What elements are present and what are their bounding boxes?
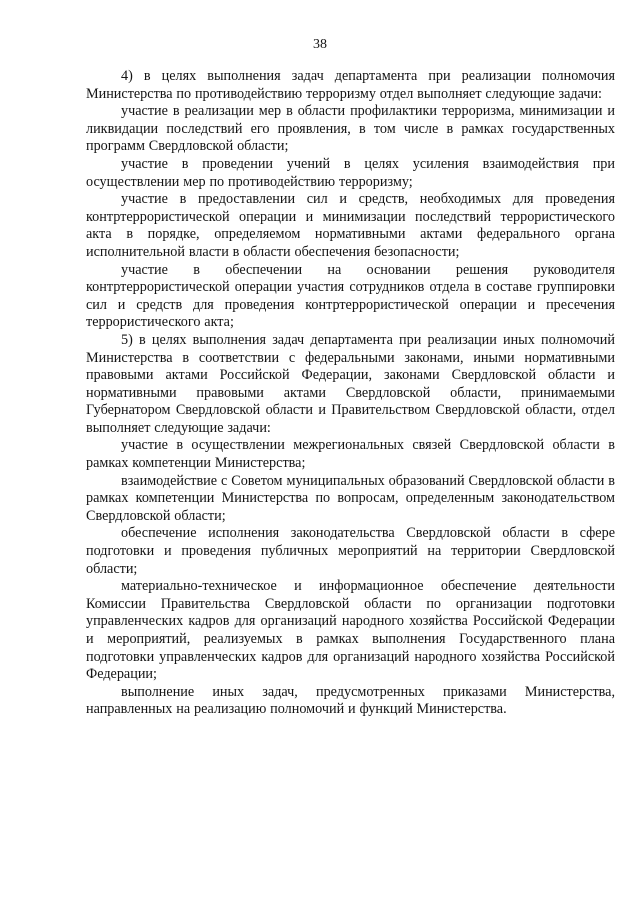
paragraph-task: участие в осуществлении межрегиональных связей Свердловской области в рамках компетенции Министерства;: [86, 437, 615, 472]
paragraph-task: участие в обеспечении на основании решения руководителя контртеррористической операции участия сотрудников отдела в составе группировки сил и средств для проведения контртеррористической операции и пресечения террористического акта;: [86, 261, 615, 331]
document-body: [86, 68, 615, 719]
paragraph-item-5-intro: 5) в целях выполнения задач департамента при реализации иных полномочий Министерства в соответствии с федеральными законами, иными нормативными правовыми актами Российской Федерации, законами Свердловской области и нормативными правовыми актами Свердловской области, принимаемыми Губернатором Свердловской области и Правительством Свердловской области, отдел выполняет следующие задачи:: [86, 331, 615, 436]
page-number: 38: [313, 37, 327, 52]
paragraph-task: материально-техническое и информационное обеспечение деятельности Комиссии Правительства Свердловской области по организации подготовки управленческих кадров для организаций народного хозяйства Российской Федерации и мероприятий, реализуемых в рамках выполнения Государственного плана подготовки управленческих кадров для организаций народного хозяйства Российской Федерации;: [86, 578, 615, 683]
paragraph-task: обеспечение исполнения законодательства Свердловской области в сфере подготовки и проведения публичных мероприятий на территории Свердловской области;: [86, 525, 615, 577]
paragraph-task: выполнение иных задач, предусмотренных приказами Министерства, направленных на реализацию полномочий и функций Министерства.: [86, 683, 615, 718]
paragraph-item-4-intro: 4) в целях выполнения задач департамента при реализации полномочия Министерства по противодействию терроризму отдел выполняет следующие задачи:: [86, 68, 615, 102]
paragraph-task: участие в проведении учений в целях усиления взаимодействия при осуществлении мер по противодействию терроризму;: [86, 155, 615, 190]
paragraph-task: взаимодействие с Советом муниципальных образований Свердловской области в рамках компетенции Министерства по вопросам, определенным законодательством Свердловской области;: [86, 472, 615, 524]
paragraph-task: участие в предоставлении сил и средств, необходимых для проведения контртеррористической операции и минимизации последствий террористического акта в порядке, определяемом нормативными актами федерального органа исполнительной власти в области обеспечения безопасности;: [86, 191, 615, 260]
paragraph-task: участие в реализации мер в области профилактики терроризма, минимизации и ликвидации последствий его проявления, в том числе в рамках государственных программ Свердловской области;: [86, 103, 615, 155]
